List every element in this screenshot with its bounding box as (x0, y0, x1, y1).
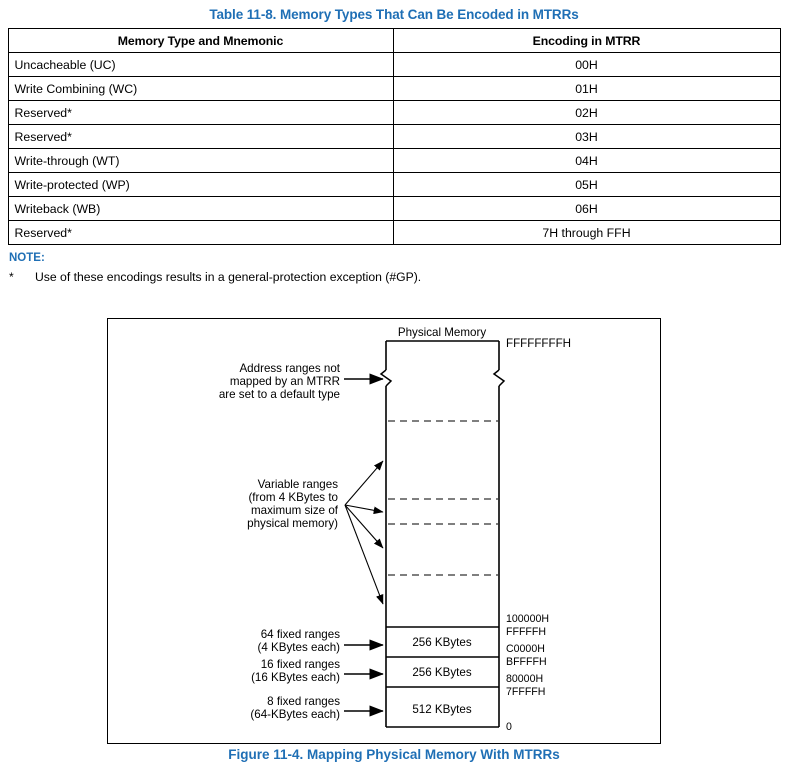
diagram-title: Physical Memory (397, 326, 487, 339)
cell-memory-type: Write-through (WT) (8, 149, 393, 173)
annotation-variable-line3: maximum size of (251, 504, 338, 517)
annotation-fixed-64-line1: 64 fixed ranges (260, 628, 340, 641)
cell-memory-type: Reserved* (8, 221, 393, 245)
variable-range-dashed-lines (388, 421, 498, 575)
variable-range-arrow-1 (345, 461, 383, 505)
note-marker: * (9, 270, 14, 284)
cell-encoding: 00H (393, 53, 780, 77)
annotation-fixed-8-line1: 8 fixed ranges (267, 695, 340, 708)
note-text: Use of these encodings results in a general-protection exception (#GP). (35, 270, 422, 284)
annotation-variable-line1: Variable ranges (257, 478, 338, 491)
address-mark-80000h: 80000H (506, 673, 544, 685)
top-address-label: FFFFFFFFH (506, 337, 572, 350)
cell-memory-type: Write-protected (WP) (8, 173, 393, 197)
annotation-fixed-8-line2: (64-KBytes each) (250, 708, 340, 721)
column-header-memory-type: Memory Type and Mnemonic (8, 29, 393, 53)
annotation-fixed-8 (250, 695, 383, 721)
annotation-variable-line2: (from 4 KBytes to (248, 491, 338, 504)
block-label-256kb-a: 256 KBytes (412, 636, 472, 649)
annotation-fixed-16-line1: 16 fixed ranges (260, 658, 340, 671)
cell-memory-type: Writeback (WB) (8, 197, 393, 221)
cell-encoding: 01H (393, 77, 780, 101)
block-label-256kb-b: 256 KBytes (412, 666, 472, 679)
annotation-fixed-64-line2: (4 KBytes each) (257, 641, 340, 654)
cell-encoding: 7H through FFH (393, 221, 780, 245)
annotation-fixed-64 (258, 628, 383, 654)
figure-caption: Figure 11-4. Mapping Physical Memory With MTRRs (228, 747, 560, 762)
block-label-512kb: 512 KBytes (412, 703, 472, 716)
annotation-fixed-16-line2: (16 KBytes each) (251, 671, 340, 684)
address-mark-fffffh: FFFFFH (506, 626, 547, 638)
cell-memory-type: Uncacheable (UC) (8, 53, 393, 77)
address-mark-c0000h: C0000H (506, 643, 545, 655)
annotation-variable-ranges (247, 461, 383, 604)
address-mark-100000h: 100000H (506, 613, 550, 625)
address-mark-7ffffh: 7FFFFH (506, 686, 546, 698)
annotation-default-type (219, 362, 383, 401)
bottom-address-label: 0 (506, 721, 512, 733)
address-mark-bffffh: BFFFFH (506, 656, 547, 668)
annotation-default-type-line2: mapped by an MTRR (229, 375, 340, 388)
cell-encoding: 03H (393, 125, 780, 149)
annotation-variable-line4: physical memory) (247, 517, 338, 530)
cell-encoding: 02H (393, 101, 780, 125)
annotation-fixed-16 (251, 658, 383, 684)
cell-memory-type: Write Combining (WC) (8, 77, 393, 101)
note-heading: NOTE: (9, 252, 45, 264)
break-mark-right-icon (494, 370, 504, 386)
cell-memory-type: Reserved* (8, 125, 393, 149)
break-mark-left-icon (381, 370, 391, 386)
annotation-default-type-line1: Address ranges not (239, 362, 340, 375)
table-caption: Table 11-8. Memory Types That Can Be Encoded in MTRRs (209, 7, 579, 22)
cell-encoding: 06H (393, 197, 780, 221)
cell-encoding: 05H (393, 173, 780, 197)
cell-encoding: 04H (393, 149, 780, 173)
variable-range-arrow-4 (345, 505, 383, 604)
cell-memory-type: Reserved* (8, 101, 393, 125)
annotation-default-type-line3: are set to a default type (218, 388, 340, 401)
column-header-encoding: Encoding in MTRR (393, 29, 780, 53)
